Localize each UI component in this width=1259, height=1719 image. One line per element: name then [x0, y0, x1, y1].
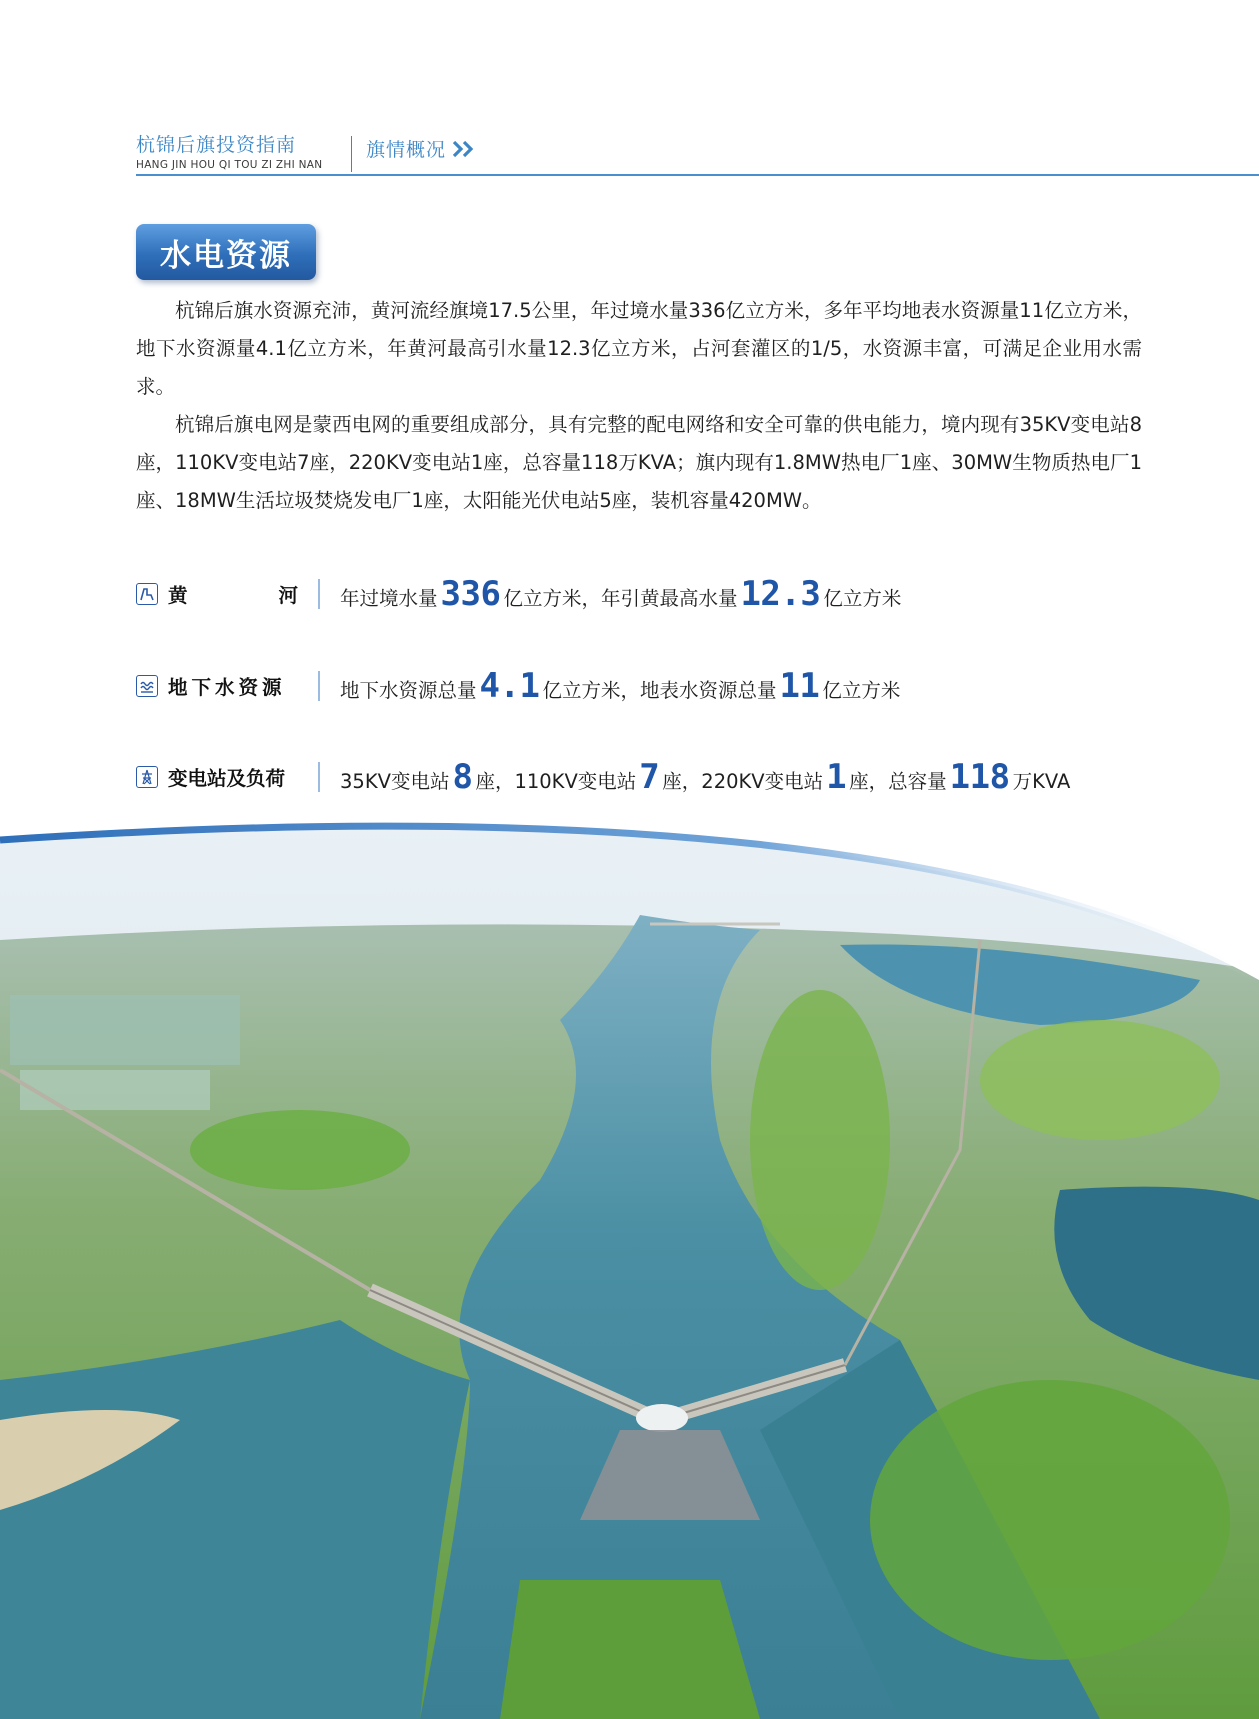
stat-text-groundwater — [340, 666, 900, 706]
stat-label-groundwater: 地下水资源 — [168, 676, 286, 699]
stat-text-part: 地下水资源总量 — [340, 679, 477, 702]
brand-title-en: HANG JIN HOU QI TOU ZI ZHI NAN — [136, 159, 323, 171]
section-heading — [136, 224, 316, 280]
aerial-river-photo — [0, 820, 1259, 1719]
header-divider — [351, 136, 352, 172]
stat-text-part: 年过境水量 — [340, 587, 438, 610]
stat-number: 7 — [639, 757, 660, 797]
stat-text-part: 座，110KV变电站 — [475, 770, 637, 793]
stat-text-part: 亿立方米 — [822, 679, 901, 702]
section-heading-text: 水电资源 — [160, 237, 292, 274]
power-tower-icon — [136, 766, 158, 788]
stat-separator — [318, 579, 320, 609]
stat-text-part: 亿立方米 — [823, 587, 902, 610]
stat-number: 11 — [779, 666, 820, 706]
stat-row-substation — [136, 757, 1070, 797]
river-icon — [136, 583, 158, 605]
stat-number: 8 — [452, 757, 473, 797]
stat-label-substation: 变电站及负荷 — [168, 767, 286, 790]
stat-text-part: 亿立方米，地表水资源总量 — [542, 679, 777, 702]
stat-label-part: 黄 — [168, 584, 188, 607]
stat-row-groundwater — [136, 666, 900, 706]
paragraph-power: 杭锦后旗电网是蒙西电网的重要组成部分，具有完整的配电网络和安全可靠的供电能力，境内现有35KV变电站8座，110KV变电站7座，220KV变电站1座，总容量118万KVA；旗内现有1.8MW热电厂1座、30MW生物质热电厂1座、18MW生活垃圾焚烧发电厂1座，太阳能光伏电站5座，装机容量420MW。 — [136, 413, 1142, 512]
stat-text-yellow-river — [340, 574, 901, 614]
stat-number: 1 — [826, 757, 847, 797]
header-brand — [136, 134, 322, 171]
stat-text-part: 亿立方米，年引黄最高水量 — [503, 587, 738, 610]
stat-number: 12.3 — [740, 574, 821, 614]
stat-separator — [318, 762, 320, 792]
stat-row-yellow-river — [136, 574, 901, 614]
stat-text-part: 座，总容量 — [849, 770, 947, 793]
brand-title-cn: 杭锦后旗投资指南 — [136, 134, 297, 156]
stat-text-substation — [340, 757, 1070, 797]
paragraph-water: 杭锦后旗水资源充沛，黄河流经旗境17.5公里，年过境水量336亿立方米，多年平均地表水资源量11亿立方米，地下水资源量4.1亿立方米，年黄河最高引水量12.3亿立方米，占河套灌区的1/5，水资源丰富，可满足企业用水需求。 — [136, 299, 1142, 398]
stat-separator — [318, 671, 320, 701]
stat-label-part: 河 — [278, 584, 298, 607]
header-rule — [136, 174, 1259, 176]
stat-text-part: 35KV变电站 — [340, 770, 450, 793]
body-text — [136, 292, 1142, 520]
stat-text-part: 万KVA — [1012, 770, 1071, 793]
stat-label-yellow-river — [168, 580, 298, 608]
stat-text-part: 座，220KV变电站 — [662, 770, 824, 793]
section-label — [366, 135, 476, 162]
water-waves-icon — [136, 675, 158, 697]
stat-number: 118 — [949, 757, 1010, 797]
section-title: 旗情概况 — [366, 139, 447, 161]
stat-number: 336 — [440, 574, 501, 614]
double-chevron-right-icon — [452, 140, 476, 158]
stat-number: 4.1 — [479, 666, 540, 706]
